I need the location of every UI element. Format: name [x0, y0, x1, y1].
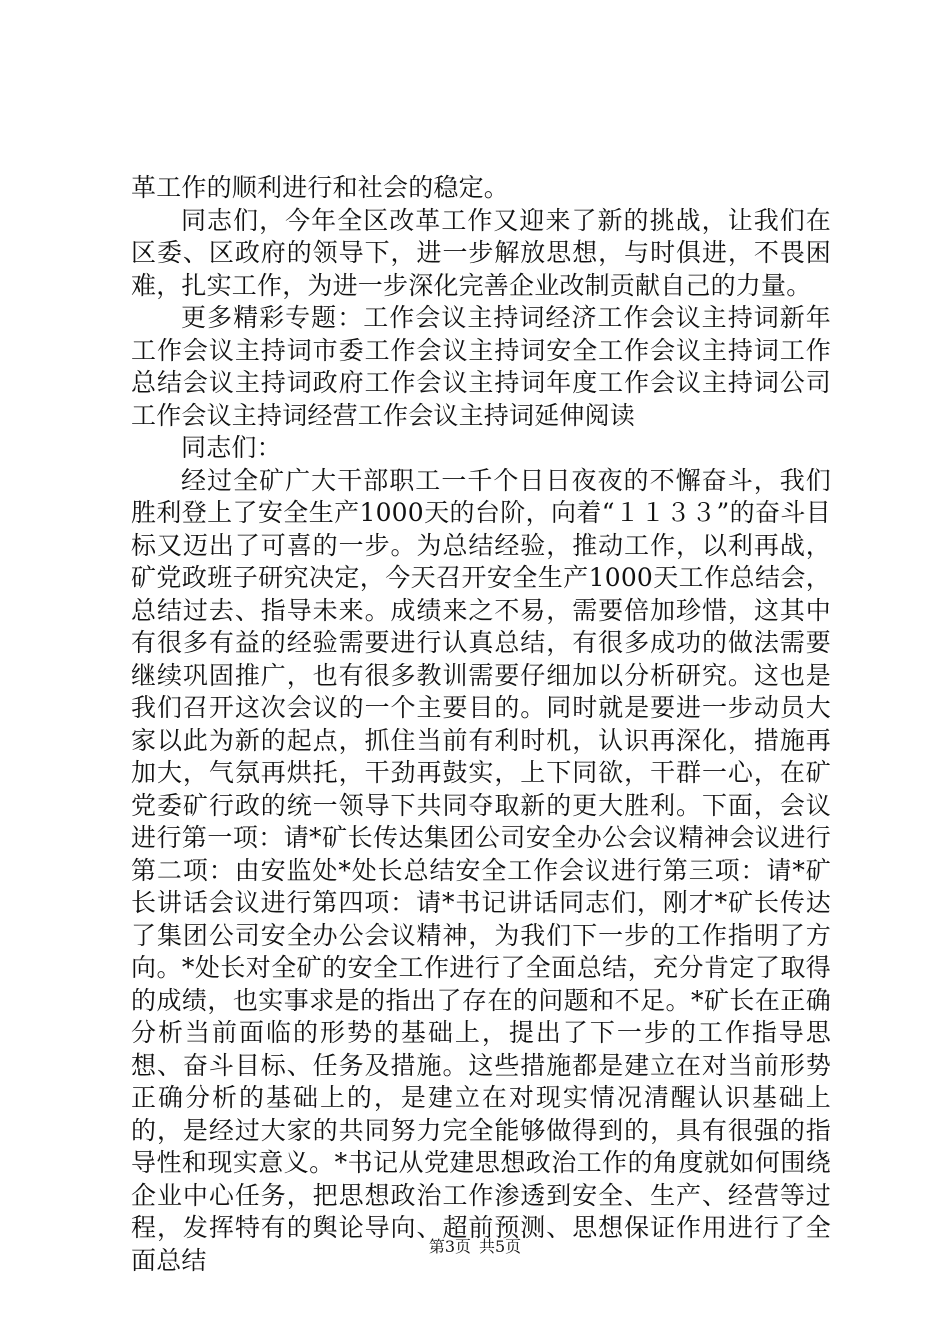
paragraph-4: 同志们：: [181, 433, 282, 462]
paragraph-2: 同志们，今年全区改革工作又迎来了新的挑战，让我们在区委、区政府的领导下，进一步解放思想，与时俱进，不畏困难，扎实工作，为进一步深化完善企业改制贡献自己的力量。: [131, 205, 831, 300]
page-number-current: 第3页: [428, 1237, 471, 1256]
page-number-total: 共5页: [479, 1237, 522, 1256]
document-body: [131, 172, 831, 1277]
page-footer: [0, 1234, 950, 1257]
paragraph-3: 更多精彩专题：工作会议主持词经济工作会议主持词新年工作会议主持词市委工作会议主持词安全工作会议主持词工作总结会议主持词政府工作会议主持词年度工作会议主持词公司工作会议主持词经营工作会议主持词延伸阅读: [131, 303, 831, 430]
paragraph-1: 革工作的顺利进行和社会的稳定。: [131, 173, 510, 202]
paragraph-5: 经过全矿广大干部职工一千个日日夜夜的不懈奋斗，我们胜利登上了安全生产1000天的台阶，向着“１１３３”的奋斗目标又迈出了可喜的一步。为总结经验，推动工作，以利再战，矿党政班子研究决定，今天召开安全生产1000天工作总结会，总结过去、指导未来。成绩来之不易，需要倍加珍惜，这其中有很多有益的经验需要进行认真总结，有很多成功的做法需要继续巩固推广，也有很多教训需要仔细加以分析研究。这也是我们召开这次会议的一个主要目的。同时就是要进一步动员大家以此为新的起点，抓住当前有利时机，认识再深化，措施再加大，气氛再烘托，干劲再鼓实，上下同欲，干群一心，在矿党委矿行政的统一领导下共同夺取新的更大胜利。下面，会议进行第一项：请*矿长传达集团公司安全办公会议精神会议进行第二项：由安监处*处长总结安全工作会议进行第三项：请*矿长讲话会议进行第四项：请*书记讲话同志们，刚才*矿长传达了集团公司安全办公会议精神，为我们下一步的工作指明了方向。*处长对全矿的安全工作进行了全面总结，充分肯定了取得的成绩，也实事求是的指出了存在的问题和不足。*矿长在正确分析当前面临的形势的基础上，提出了下一步的工作指导思想、奋斗目标、任务及措施。这些措施都是建立在对当前形势正确分析的基础上的，是建立在对现实情况清醒认识基础上的，是经过大家的共同努力完全能够做得到的，具有很强的指导性和现实意义。*书记从党建思想政治工作的角度就如何围绕企业中心任务，把思想政治工作渗透到安全、生产、经营等过程，发挥特有的舆论导向、超前预测、思想保证作用进行了全面总结: [131, 465, 831, 1275]
